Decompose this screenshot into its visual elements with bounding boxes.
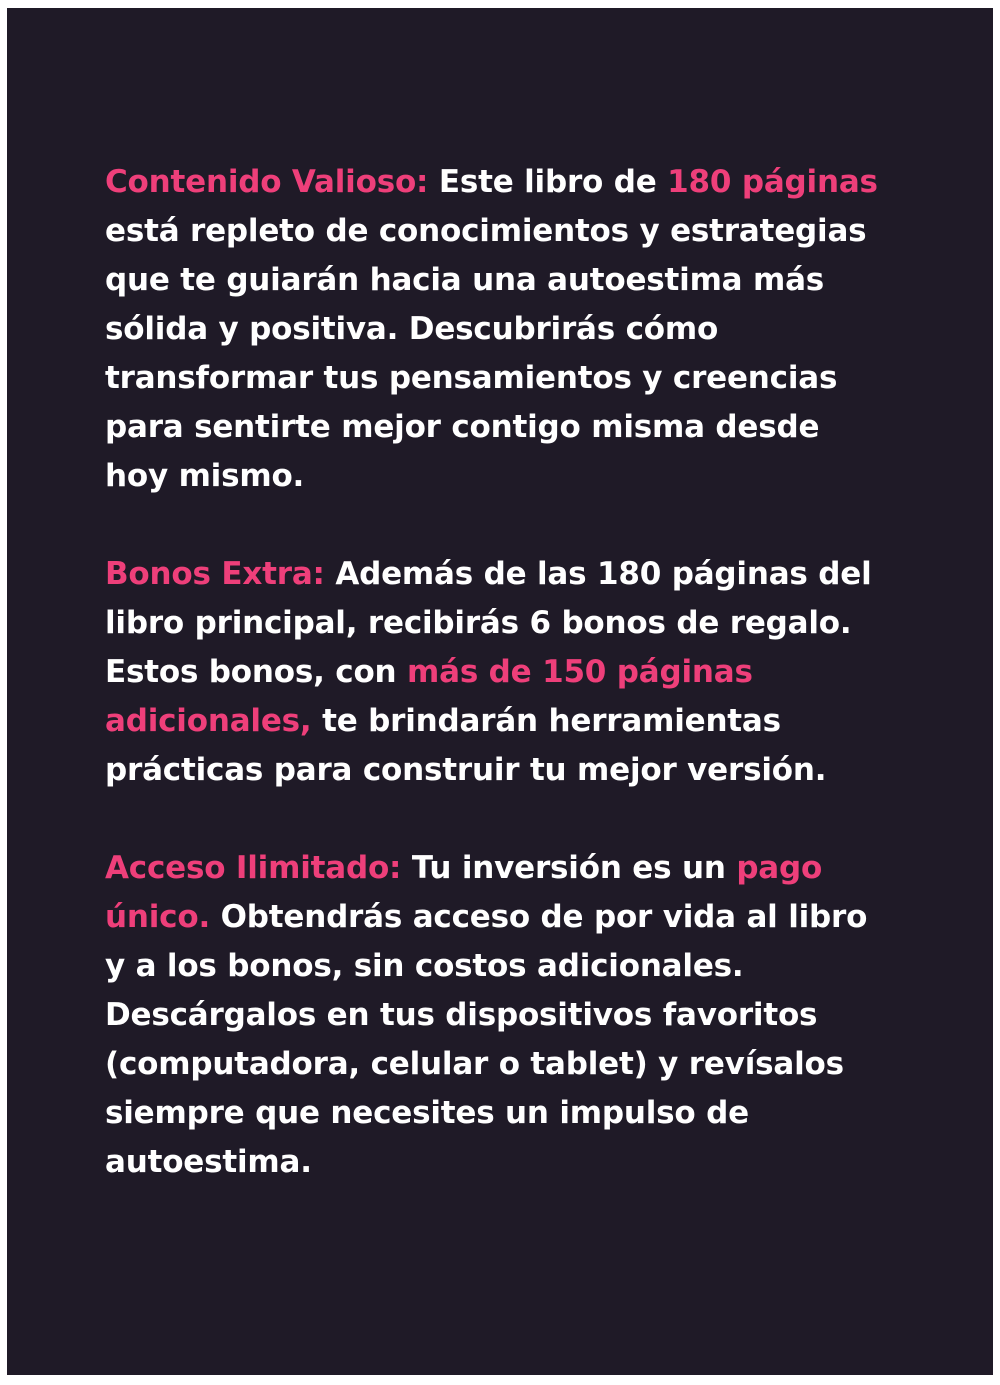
- text-line: autoestima.: [105, 1144, 312, 1180]
- label-contenido-valioso: Contenido Valioso:: [105, 164, 429, 200]
- text-line: (computadora, celular o tablet) y revísalos: [105, 1046, 844, 1082]
- info-card: [7, 8, 993, 1375]
- section-bonos-extra: [105, 550, 905, 795]
- text-segment: Estos bonos, con: [105, 654, 407, 690]
- text-segment: Obtendrás acceso de por vida al libro: [210, 899, 868, 935]
- text-line: [105, 550, 905, 599]
- info-text-block: [105, 158, 905, 1236]
- highlight-180-paginas: 180 páginas: [667, 164, 878, 200]
- text-line: para sentirte mejor contigo misma desde: [105, 409, 820, 445]
- text-line: y a los bonos, sin costos adicionales.: [105, 948, 744, 984]
- text-line: [105, 844, 905, 893]
- highlight-150-paginas: más de 150 páginas: [407, 654, 753, 690]
- text-line: prácticas para construir tu mejor versión.: [105, 752, 827, 788]
- text-line: sólida y positiva. Descubrirás cómo: [105, 311, 719, 347]
- label-bonos-extra: Bonos Extra:: [105, 556, 325, 592]
- text-segment: Tu inversión es un: [401, 850, 737, 886]
- text-line: que te guiarán hacia una autoestima más: [105, 262, 825, 298]
- text-line: [105, 697, 905, 746]
- highlight-pago: pago: [736, 850, 823, 886]
- text-line: está repleto de conocimientos y estrategias: [105, 213, 867, 249]
- section-acceso-ilimitado: [105, 844, 905, 1187]
- text-line: libro principal, recibirás 6 bonos de regalo.: [105, 605, 852, 641]
- text-line: transformar tus pensamientos y creencias: [105, 360, 838, 396]
- text-line: [105, 893, 905, 942]
- highlight-adicionales: adicionales,: [105, 703, 312, 739]
- text-segment: te brindarán herramientas: [311, 703, 781, 739]
- highlight-unico: único.: [105, 899, 211, 935]
- section-contenido-valioso: [105, 158, 905, 501]
- text-line: [105, 158, 905, 207]
- text-line: Descárgalos en tus dispositivos favoritos: [105, 997, 818, 1033]
- label-acceso-ilimitado: Acceso Ilimitado:: [105, 850, 402, 886]
- text-line: siempre que necesites un impulso de: [105, 1095, 749, 1131]
- text-line: [105, 648, 905, 697]
- text-segment: Este libro de: [428, 164, 668, 200]
- text-segment: Además de las 180 páginas del: [324, 556, 872, 592]
- text-line: hoy mismo.: [105, 458, 305, 494]
